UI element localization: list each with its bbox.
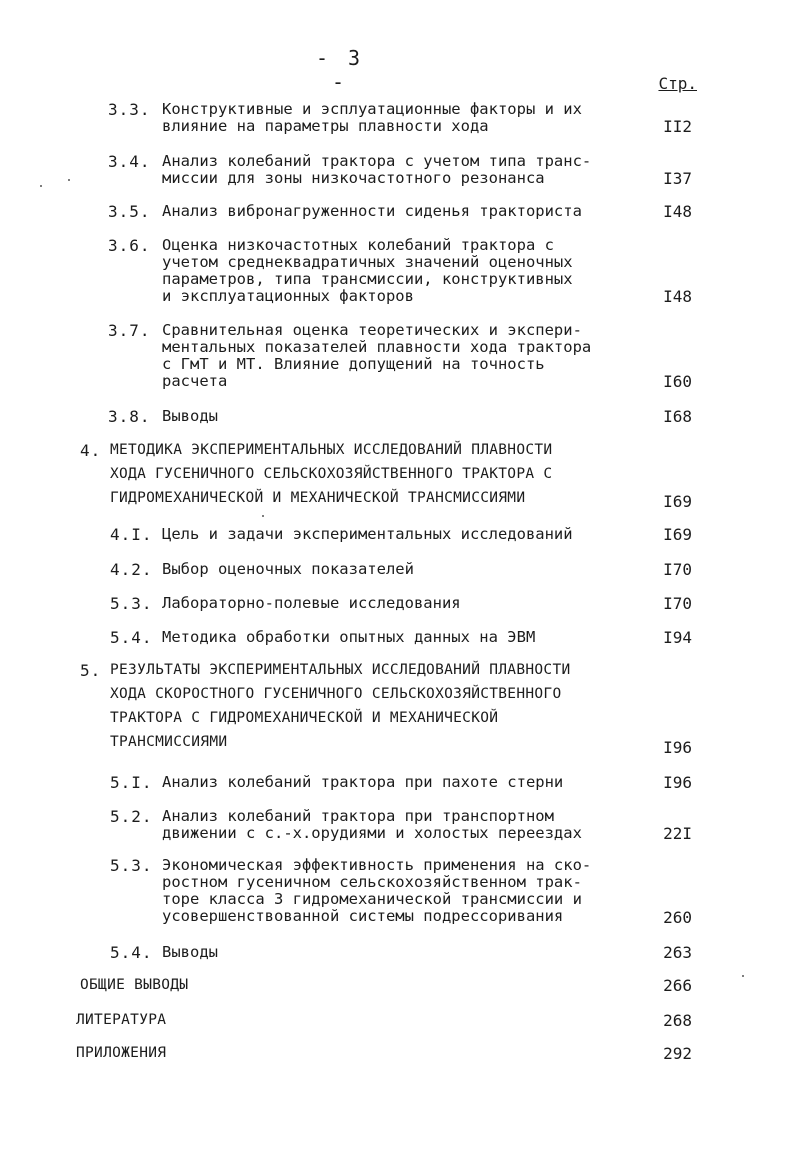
toc-entry-page: I69	[663, 492, 692, 511]
toc-entry-number: 3.8.	[108, 407, 151, 426]
toc-entry-page: I94	[663, 628, 692, 647]
toc-entry-page: I68	[663, 407, 692, 426]
toc-entry-number: 5.4.	[110, 628, 153, 647]
scan-speck	[68, 179, 70, 181]
toc-entry-title: Анализ колебаний трактора при пахоте стерни	[162, 773, 564, 791]
toc-entry-page: 263	[663, 943, 692, 962]
toc-entry-title: Выбор оценочных показателей	[162, 560, 414, 578]
toc-entry-title: ЛИТЕРАТУРА	[76, 1012, 167, 1028]
toc-entry-page: I96	[663, 773, 692, 792]
toc-entry-title: РЕЗУЛЬТАТЫ ЭКСПЕРИМЕНТАЛЬНЫХ ИССЛЕДОВАНИЙ ПЛАВНОСТИ ХОДА СКОРОСТНОГО ГУСЕНИЧНОГО СЕЛЬСКОХОЗЯЙСТВЕННОГО ТРАКТОРА С ГИДРОМЕХАНИЧЕСКОЙ И МЕХАНИЧЕСКОЙ ТРАНСМИССИЯМИ	[110, 662, 571, 750]
toc-entry-title: Выводы	[162, 407, 218, 425]
toc-entry-page: I48	[663, 202, 692, 221]
toc-entry-page: II2	[663, 117, 692, 136]
toc-entry-title: Выводы	[162, 943, 218, 961]
toc-entry-number: 3.4.	[108, 152, 151, 171]
toc-entry-title: Экономическая эффективность применения на ско- ростном гусеничном сельскохозяйственном трак- торе класса 3 гидромеханической трансмиссии и усовершенствованной системы подрессоривания	[162, 856, 592, 925]
toc-entry-number: 4.2.	[110, 560, 153, 579]
toc-entry-page: I60	[663, 372, 692, 391]
page-column-header: Стр.	[658, 74, 697, 93]
toc-entry-page: 22I	[663, 824, 692, 843]
toc-entry-number: 3.6.	[108, 236, 151, 255]
toc-entry-page: I69	[663, 525, 692, 544]
toc-entry-title: Сравнительная оценка теоретических и экспери- ментальных показателей плавности хода трактора с ГмТ и МТ. Влияние допущений на точность расчета	[162, 321, 592, 390]
toc-entry-title: Оценка низкочастотных колебаний трактора с учетом среднеквадратичных значений оценочных параметров, типа трансмиссии, конструктивных и эксплуатационных факторов	[162, 236, 573, 305]
toc-entry-number: 5.3.	[110, 856, 153, 875]
toc-entry-title: МЕТОДИКА ЭКСПЕРИМЕНТАЛЬНЫХ ИССЛЕДОВАНИЙ ПЛАВНОСТИ ХОДА ГУСЕНИЧНОГО СЕЛЬСКОХОЗЯЙСТВЕННОГО ТРАКТОРА С ГИДРОМЕХАНИЧЕСКОЙ И МЕХАНИЧЕСКОЙ ТРАНСМИССИЯМИ	[110, 442, 553, 506]
toc-entry-number: 3.5.	[108, 202, 151, 221]
toc-entry-page: 292	[663, 1044, 692, 1063]
toc-entry-number: 3.3.	[108, 100, 151, 119]
toc-entry-number: 4.I.	[110, 525, 153, 544]
toc-entry-page: I70	[663, 594, 692, 613]
toc-entry-title: ПРИЛОЖЕНИЯ	[76, 1045, 167, 1061]
toc-entry-title: Лабораторно-полевые исследования	[162, 594, 461, 612]
toc-entry-title: Анализ колебаний трактора при транспортном движении с с.-х.орудиями и холостых переездах	[162, 807, 582, 842]
toc-entry-page: I70	[663, 560, 692, 579]
toc-entry-number: 3.7.	[108, 321, 151, 340]
toc-entry-page: I37	[663, 169, 692, 188]
toc-entry-page: I96	[663, 738, 692, 757]
toc-entry-number: 5.	[80, 661, 102, 680]
toc-entry-title: Цель и задачи экспериментальных исследований	[162, 525, 573, 543]
toc-entry-page: 268	[663, 1011, 692, 1030]
toc-entry-number: 5.4.	[110, 943, 153, 962]
toc-entry-number: 4.	[80, 441, 102, 460]
toc-entry-number: 5.2.	[110, 807, 153, 826]
toc-entry-page: 260	[663, 908, 692, 927]
scan-speck	[40, 185, 42, 187]
toc-entry-page: I48	[663, 287, 692, 306]
toc-entry-title: Методика обработки опытных данных на ЭВМ	[162, 628, 536, 646]
page-number: - 3 -	[315, 46, 365, 94]
scan-speck	[262, 515, 264, 517]
toc-entry-title: Конструктивные и эсплуатационные факторы и их влияние на параметры плавности хода	[162, 100, 582, 135]
scan-speck	[742, 975, 744, 977]
toc-entry-page: 266	[663, 976, 692, 995]
toc-entry-title: Анализ вибронагруженности сиденья тракториста	[162, 202, 582, 220]
toc-entry-number: 5.I.	[110, 773, 153, 792]
toc-entry-number: 5.3.	[110, 594, 153, 613]
toc-entry-title: ОБЩИЕ ВЫВОДЫ	[80, 977, 189, 993]
toc-entry-title: Анализ колебаний трактора с учетом типа транс- миссии для зоны низкочастотного резонанса	[162, 152, 592, 187]
